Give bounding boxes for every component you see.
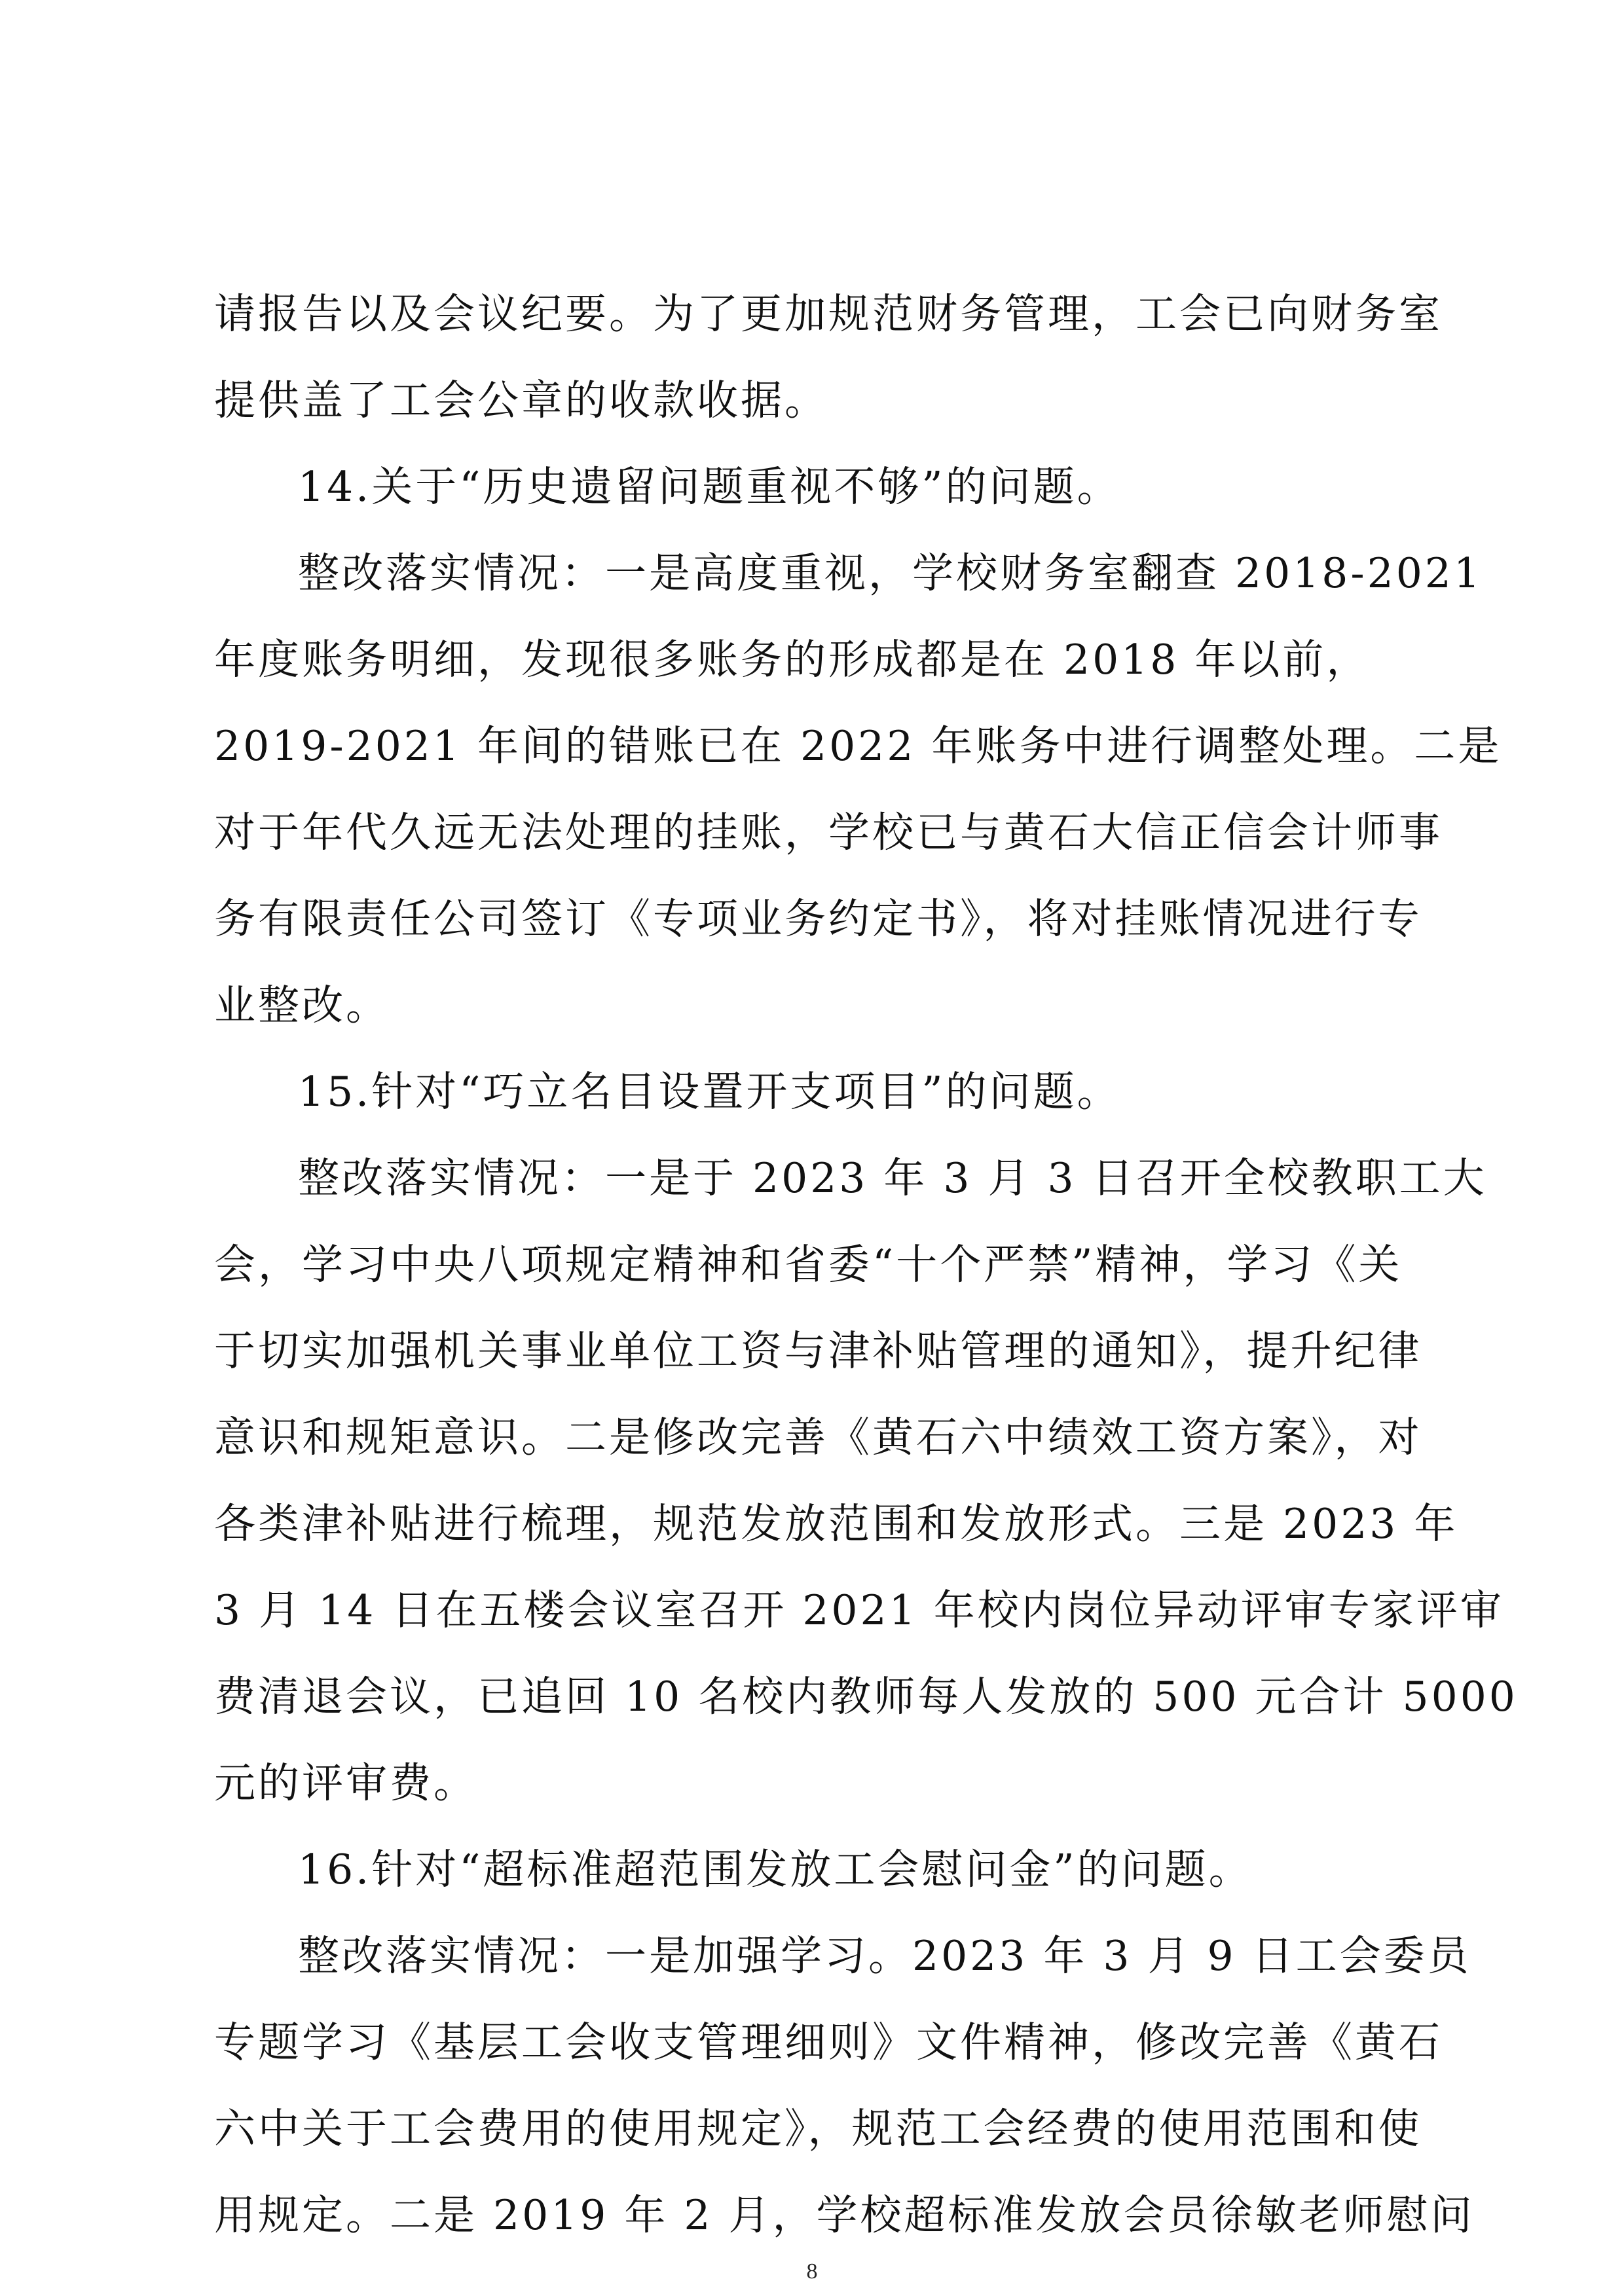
text-line: 业整改。 (214, 981, 390, 1029)
section-heading-15: 15.针对“巧立名目设置开支项目”的问题。 (298, 1068, 1121, 1116)
text-line: 意识和规矩意识。二是修改完善《黄石六中绩效工资方案》，对 (214, 1413, 1422, 1461)
text-line: 专题学习《基层工会收支管理细则》文件精神，修改完善《黄石 (214, 2018, 1443, 2066)
text-line: 提供盖了工会公章的收款收据。 (214, 376, 828, 424)
text-line: 年度账务明细，发现很多账务的形成都是在 2018 年以前， (214, 636, 1371, 683)
text-line: 整改落实情况：一是于 2023 年 3 月 3 日召开全校教职工大 (298, 1154, 1487, 1202)
text-line: 整改落实情况：一是高度重视，学校财务室翻查 2018-2021 (298, 549, 1483, 597)
text-line: 请报告以及会议纪要。为了更加规范财务管理，工会已向财务室 (214, 290, 1443, 338)
text-line: 3 月 14 日在五楼会议室召开 2021 年校内岗位异动评审专家评审 (214, 1586, 1504, 1634)
text-line: 2019-2021 年间的错账已在 2022 年账务中进行调整处理。二是 (214, 722, 1502, 770)
text-line: 费清退会议，已追回 10 名校内教师每人发放的 500 元合计 5000 (214, 1673, 1518, 1721)
section-heading-14: 14.关于“历史遗留问题重视不够”的问题。 (298, 463, 1121, 511)
text-line: 六中关于工会费用的使用规定》，规范工会经费的使用范围和使 (214, 2105, 1422, 2153)
text-line: 整改落实情况：一是加强学习。2023 年 3 月 9 日工会委员 (298, 1932, 1471, 1980)
text-line: 用规定。二是 2019 年 2 月，学校超标准发放会员徐敏老师慰问 (214, 2191, 1475, 2239)
page-number: 8 (806, 2259, 818, 2284)
text-line: 会，学习中央八项规定精神和省委“十个严禁”精神，学习《关 (214, 1241, 1403, 1288)
text-line: 对于年代久远无法处理的挂账，学校已与黄石大信正信会计师事 (214, 809, 1443, 856)
text-line: 各类津补贴进行梳理，规范发放范围和发放形式。三是 2023 年 (214, 1500, 1458, 1548)
section-heading-16: 16.针对“超标准超范围发放工会慰问金”的问题。 (298, 1846, 1253, 1893)
text-line: 务有限责任公司签订《专项业务约定书》，将对挂账情况进行专 (214, 895, 1422, 943)
text-line: 元的评审费。 (214, 1759, 477, 1807)
text-line: 于切实加强机关事业单位工资与津补贴管理的通知》，提升纪律 (214, 1327, 1422, 1375)
